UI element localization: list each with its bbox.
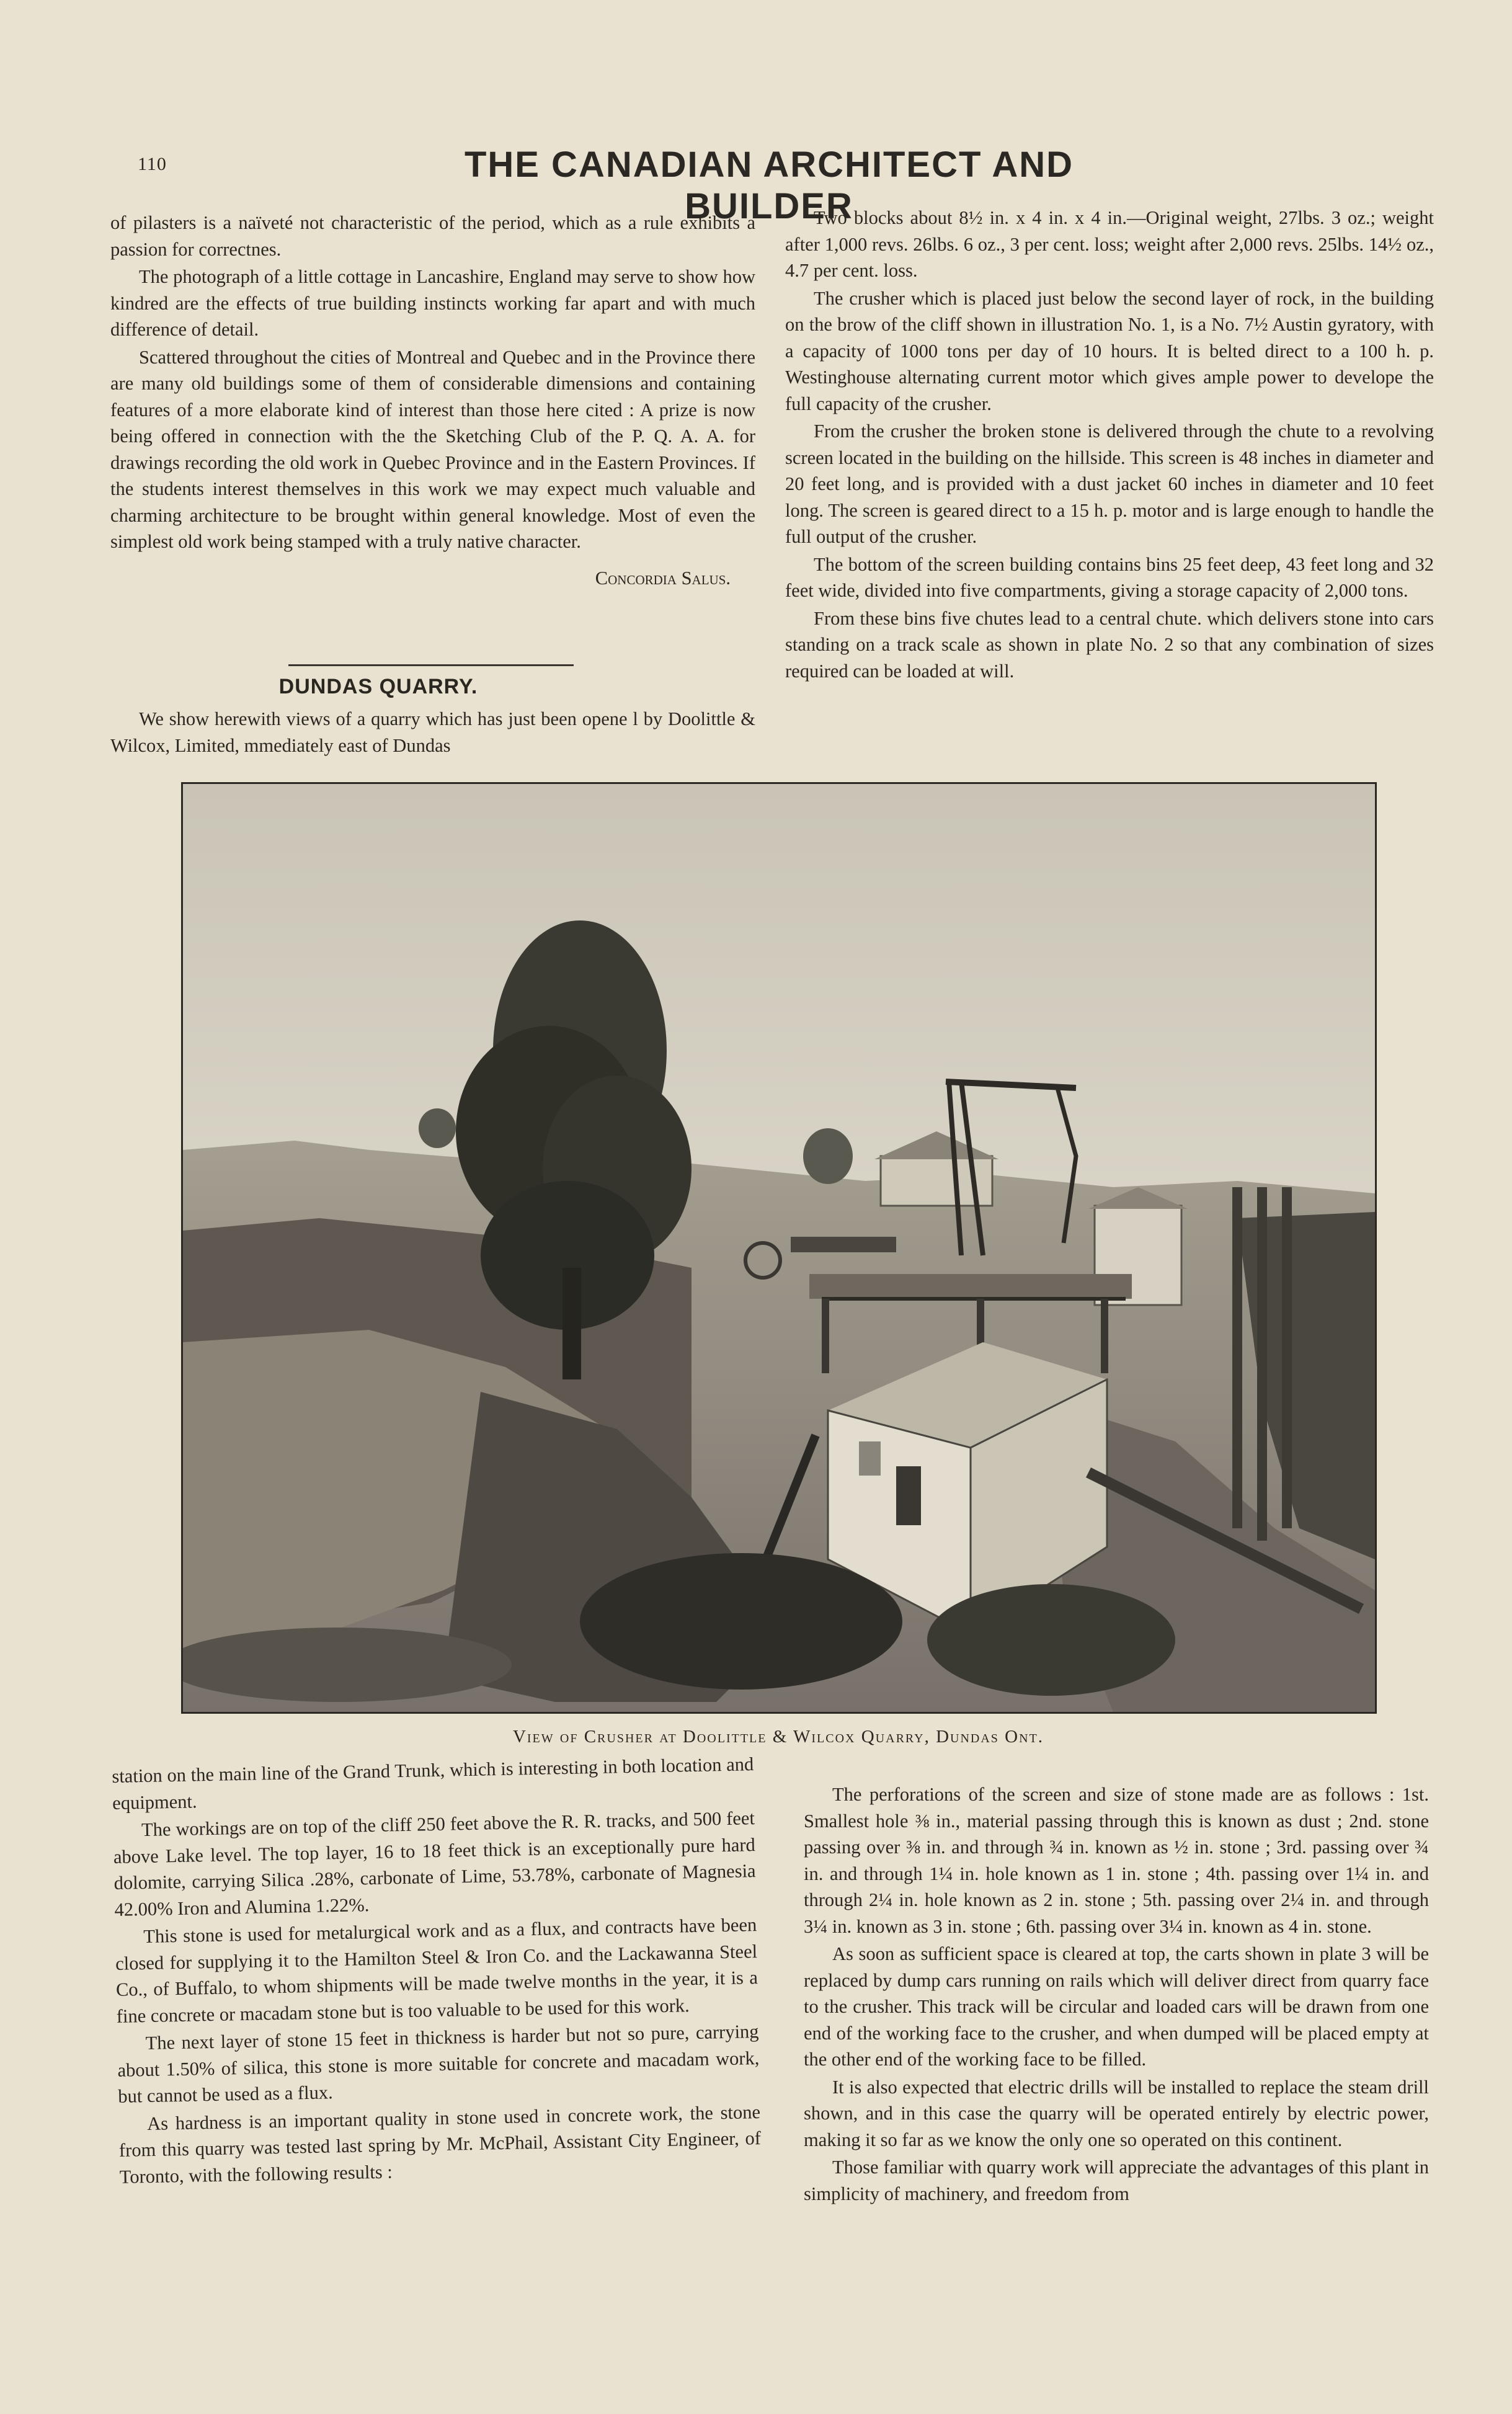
paragraph: The photograph of a little cottage in Lancashire, England may serve to show how kindred are the effects of true building instincts working far apart and with much difference of detail.	[110, 266, 755, 340]
paragraph: The crusher which is placed just below the second layer of rock, in the building on the brow of the cliff shown in illustration No. 1, is a No. 7½ Austin gyratory, with a capacity of 1000 tons per day of 10 hours. It is belted direct to a 100 h. p. Westinghouse alternating current motor which gives ample power to develope the full capacity of the crusher.	[785, 287, 1434, 414]
paragraph: The bottom of the screen building contains bins 25 feet deep, 43 feet long and 32 feet wide, divided into five compartments, giving a storage capacity of 2,000 tons.	[785, 553, 1434, 601]
paragraph: As hardness is an important quality in stone used in concrete work, the stone from this quarry was tested last spring by Mr. McPhail, Assistant City Engineer, of Toronto, with the following results :	[118, 2101, 762, 2188]
quarry-photograph	[181, 782, 1377, 1714]
masthead-title: THE CANADIAN ARCHITECT AND BUILDER	[464, 145, 1074, 226]
paragraph: From the crusher the broken stone is delivered through the chute to a revolving screen located in the building on the hillside. This screen is 48 inches in diameter and 20 feet long, and is provided with a dust jacket 60 inches in diameter and 10 feet long. The screen is geared direct to a 15 h. p. motor and is large enough to handle the full output of the crusher.	[785, 421, 1434, 547]
paragraph: Scattered throughout the cities of Montreal and Quebec and in the Province there are many old buildings some of them of considerable dimensions and containing features of a more elaborate kind of interest than those here cited : A prize is now being offered in connection with the the Sketching Club of the P. Q. A. A. for drawings recording the old work in Quebec Province and in the Eastern Provinces. If the students interest themselves in this work we may expect much valuable and charming architecture to be brought within general knowledge. Most of even the simplest old work being stamped with a truly native character.	[110, 346, 755, 552]
quarry-photo-image	[183, 784, 1375, 1712]
paragraph: This stone is used for metalurgical work and as a flux, and contracts have been closed for supplying it to the Hamilton Steel & Iron Co. and the Lackawanna Steel Co., of Buffalo, to whom shipments will be made twelve months in the year, it is a fine concrete or macadam stone but is too valuable to be used for this work.	[115, 1914, 758, 2027]
article-heading: DUNDAS QUARRY.	[278, 675, 478, 698]
page-number: 110	[138, 154, 167, 174]
paragraph: It is also expected that electric drills will be installed to replace the steam drill shown, and in this case the quarry will be operated entirely by electric power, making it so far as we know the only one so operated on this continent.	[804, 2076, 1429, 2150]
right-column-top	[785, 205, 1434, 684]
paragraph: Those familiar with quarry work will appreciate the advantages of this plant in simplicity of machinery, and freedom from	[804, 2157, 1429, 2204]
photo-caption: View of Crusher at Doolittle & Wilcox Quarry, Dundas Ont.	[512, 1727, 1044, 1747]
right-column-bottom	[804, 1781, 1429, 2207]
paragraph: Two blocks about 8½ in. x 4 in. x 4 in.—Original weight, 27lbs. 3 oz.; weight after 1,000 revs. 26lbs. 6 oz., 3 per cent. loss; weight after 2,000 revs. 25lbs. 14½ oz., 4.7 per cent. loss.	[785, 207, 1434, 281]
paragraph: We show herewith views of a quarry which has just been opene l by Doolittle & Wilcox, Limited, mmediately east of Dundas	[110, 708, 755, 756]
paragraph: of pilasters is a naïveté not characteristic of the period, which as a rule exhibits a passion for correctnes.	[110, 212, 755, 260]
left-column-bottom	[112, 1751, 762, 2190]
paragraph: The next layer of stone 15 feet in thickness is harder but not so pure, carrying about 1.50% of silica, this stone is more suitable for concrete and macadam work, but cannot be used as a flux.	[117, 2021, 760, 2107]
author-signature: Concordia Salus.	[595, 567, 731, 589]
paragraph: As soon as sufficient space is cleared at top, the carts shown in plate 3 will be replaced by dump cars running on rails which will deliver direct from quarry face to the crusher. This track will be circular and loaded cars will be drawn from one end of the working face to the crusher, and when dumped will be placed empty at the other end of the working face to be filled.	[804, 1943, 1429, 2070]
paragraph: The perforations of the screen and size of stone made are as follows : 1st. Smallest hole ⅜ in., material passing through this is known as dust ; 2nd. stone passing over ⅜ in. and through ¾ in. known as ½ in. stone ; 3rd. passing over ¾ in. and through 1¼ in. hole known as 1 in. stone ; 4th. passing over 1¼ in. and through 2¼ in. hole known as 2 in. stone ; 5th. passing over 2¼ in. and through 3¼ in. known as 3 in. stone ; 6th. passing over 3¼ in. known as 4 in. stone.	[804, 1784, 1429, 1937]
paragraph: From these bins five chutes lead to a central chute. which delivers stone into cars standing on a track scale as shown in plate No. 2 so that any combination of sizes required can be loaded at will.	[785, 607, 1434, 682]
paragraph: station on the main line of the Grand Trunk, which is interesting in both location and equipment.	[112, 1753, 754, 1814]
section-divider	[288, 664, 574, 666]
left-column-top	[110, 210, 755, 591]
paragraph: The workings are on top of the cliff 250 feet above the R. R. tracks, and 500 feet above Lake level. The top layer, 16 to 18 feet thick is an exceptionally pure hard dolomite, carrying Silica .28%, carbonate of Lime, 53.78%, carbonate of Magnesia 42.00% Iron and Alumina 1.22%.	[113, 1807, 756, 1920]
left-column-intro	[110, 706, 755, 759]
